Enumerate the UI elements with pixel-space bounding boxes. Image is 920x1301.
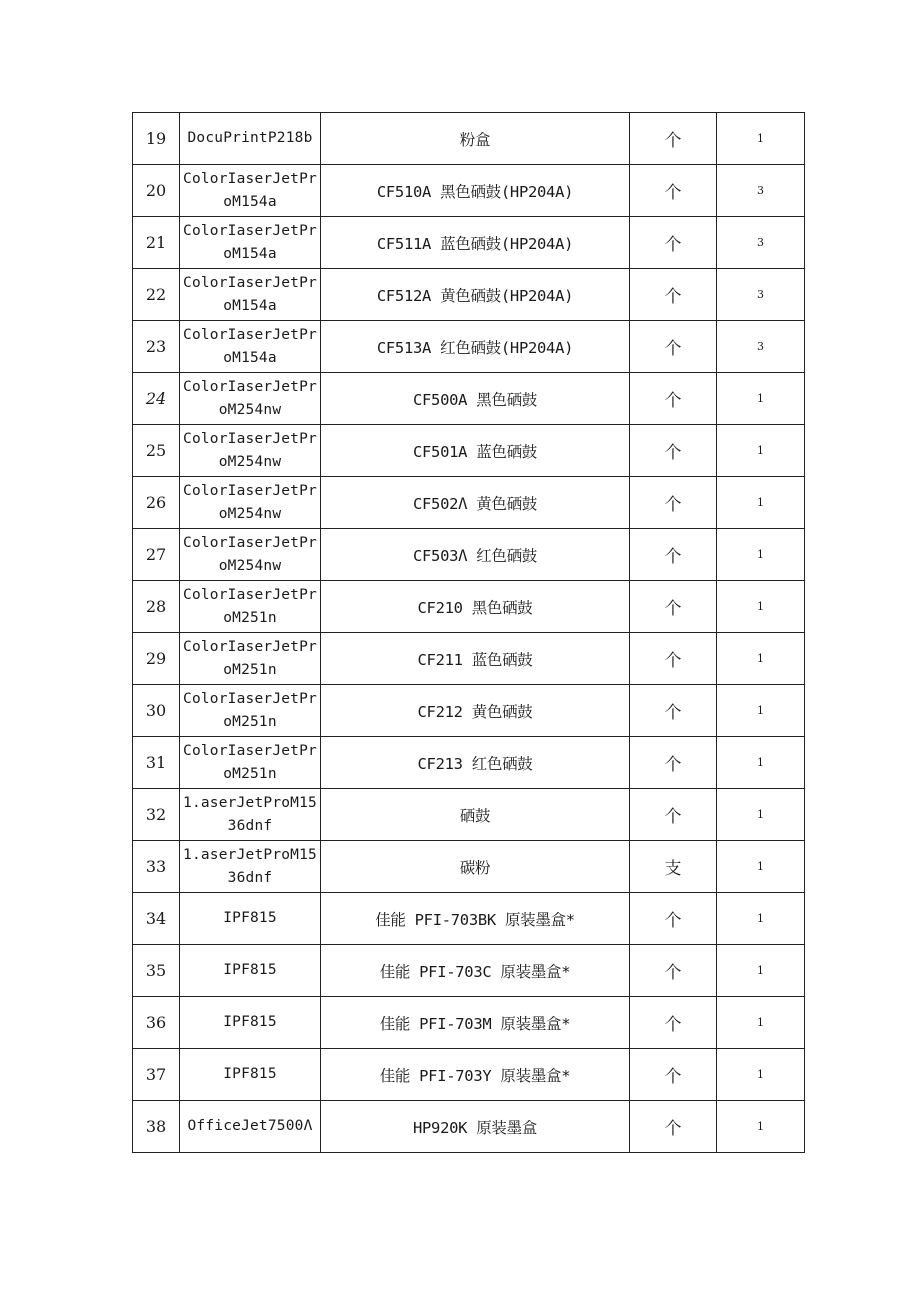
unit: 个 [630, 997, 717, 1049]
table-row [133, 893, 805, 945]
quantity: 1 [717, 1101, 805, 1153]
quantity: 1 [717, 529, 805, 581]
quantity: 1 [717, 789, 805, 841]
table-row [133, 529, 805, 581]
printer-model: IPF815 [180, 893, 321, 945]
unit: 个 [630, 269, 717, 321]
quantity: 1 [717, 425, 805, 477]
consumables-table [132, 112, 805, 1153]
table-row [133, 165, 805, 217]
unit: 个 [630, 321, 717, 373]
quantity: 3 [717, 165, 805, 217]
item-description: CF510A 黑色硒鼓(HP204A) [321, 165, 630, 217]
quantity: 3 [717, 269, 805, 321]
item-description: CF213 红色硒鼓 [321, 737, 630, 789]
unit: 个 [630, 945, 717, 997]
row-number: 27 [133, 529, 180, 581]
row-number: 24 [133, 373, 180, 425]
unit: 个 [630, 529, 717, 581]
quantity: 1 [717, 1049, 805, 1101]
table-row [133, 581, 805, 633]
row-number: 23 [133, 321, 180, 373]
item-description: 碳粉 [321, 841, 630, 893]
quantity: 1 [717, 945, 805, 997]
quantity: 1 [717, 893, 805, 945]
item-description: CF512A 黄色硒鼓(HP204A) [321, 269, 630, 321]
item-description: CF501A 蓝色硒鼓 [321, 425, 630, 477]
quantity: 1 [717, 997, 805, 1049]
unit: 个 [630, 1101, 717, 1153]
table-body [133, 113, 805, 1153]
item-description: 佳能 PFI-703Y 原装墨盒* [321, 1049, 630, 1101]
row-number: 19 [133, 113, 180, 165]
unit: 个 [630, 581, 717, 633]
printer-model: IPF815 [180, 997, 321, 1049]
table-row [133, 997, 805, 1049]
row-number: 31 [133, 737, 180, 789]
item-description: 佳能 PFI-703C 原装墨盒* [321, 945, 630, 997]
item-description: CF511A 蓝色硒鼓(HP204A) [321, 217, 630, 269]
printer-model: ColorIaserJetProM251n [180, 581, 321, 633]
item-description: CF503Λ 红色硒鼓 [321, 529, 630, 581]
table-row [133, 945, 805, 997]
printer-model: ColorIaserJetProM254nw [180, 529, 321, 581]
table-row [133, 1049, 805, 1101]
quantity: 3 [717, 321, 805, 373]
item-description: CF212 黄色硒鼓 [321, 685, 630, 737]
printer-model: ColorIaserJetProM154a [180, 269, 321, 321]
printer-model: ColorIaserJetProM254nw [180, 477, 321, 529]
table-row [133, 685, 805, 737]
unit: 个 [630, 113, 717, 165]
printer-model: ColorIaserJetProM251n [180, 737, 321, 789]
table-row [133, 1101, 805, 1153]
table-row [133, 269, 805, 321]
unit: 个 [630, 425, 717, 477]
unit: 支 [630, 841, 717, 893]
table-row [133, 841, 805, 893]
printer-model: IPF815 [180, 945, 321, 997]
table-row [133, 425, 805, 477]
item-description: CF500A 黑色硒鼓 [321, 373, 630, 425]
row-number: 36 [133, 997, 180, 1049]
printer-model: 1.aserJetProM1536dnf [180, 789, 321, 841]
unit: 个 [630, 477, 717, 529]
row-number: 20 [133, 165, 180, 217]
table-row [133, 113, 805, 165]
table-row [133, 789, 805, 841]
item-description: 佳能 PFI-703BK 原装墨盒* [321, 893, 630, 945]
printer-model: ColorIaserJetProM154a [180, 165, 321, 217]
unit: 个 [630, 737, 717, 789]
row-number: 35 [133, 945, 180, 997]
unit: 个 [630, 685, 717, 737]
document-page [132, 112, 804, 1153]
quantity: 1 [717, 113, 805, 165]
printer-model: ColorIaserJetProM251n [180, 633, 321, 685]
row-number: 33 [133, 841, 180, 893]
printer-model: ColorIaserJetProM254nw [180, 373, 321, 425]
printer-model: IPF815 [180, 1049, 321, 1101]
item-description: CF502Λ 黄色硒鼓 [321, 477, 630, 529]
unit: 个 [630, 789, 717, 841]
row-number: 25 [133, 425, 180, 477]
item-description: CF211 蓝色硒鼓 [321, 633, 630, 685]
unit: 个 [630, 217, 717, 269]
row-number: 29 [133, 633, 180, 685]
row-number: 38 [133, 1101, 180, 1153]
quantity: 1 [717, 737, 805, 789]
printer-model: ColorIaserJetProM154a [180, 321, 321, 373]
quantity: 1 [717, 841, 805, 893]
unit: 个 [630, 893, 717, 945]
printer-model: ColorIaserJetProM154a [180, 217, 321, 269]
printer-model: ColorIaserJetProM251n [180, 685, 321, 737]
unit: 个 [630, 165, 717, 217]
row-number: 21 [133, 217, 180, 269]
item-description: 佳能 PFI-703M 原装墨盒* [321, 997, 630, 1049]
unit: 个 [630, 373, 717, 425]
table-row [133, 321, 805, 373]
unit: 个 [630, 633, 717, 685]
table-row [133, 633, 805, 685]
printer-model: OfficeJet7500Λ [180, 1101, 321, 1153]
quantity: 3 [717, 217, 805, 269]
table-row [133, 737, 805, 789]
row-number: 30 [133, 685, 180, 737]
printer-model: ColorIaserJetProM254nw [180, 425, 321, 477]
row-number: 34 [133, 893, 180, 945]
printer-model: 1.aserJetProM1536dnf [180, 841, 321, 893]
quantity: 1 [717, 477, 805, 529]
quantity: 1 [717, 373, 805, 425]
item-description: 硒鼓 [321, 789, 630, 841]
row-number: 28 [133, 581, 180, 633]
printer-model: DocuPrintP218b [180, 113, 321, 165]
item-description: HP920K 原装墨盒 [321, 1101, 630, 1153]
item-description: CF210 黑色硒鼓 [321, 581, 630, 633]
table-row [133, 477, 805, 529]
table-row [133, 217, 805, 269]
item-description: 粉盒 [321, 113, 630, 165]
quantity: 1 [717, 581, 805, 633]
row-number: 26 [133, 477, 180, 529]
item-description: CF513A 红色硒鼓(HP204A) [321, 321, 630, 373]
quantity: 1 [717, 633, 805, 685]
row-number: 22 [133, 269, 180, 321]
unit: 个 [630, 1049, 717, 1101]
quantity: 1 [717, 685, 805, 737]
row-number: 32 [133, 789, 180, 841]
row-number: 37 [133, 1049, 180, 1101]
table-row [133, 373, 805, 425]
